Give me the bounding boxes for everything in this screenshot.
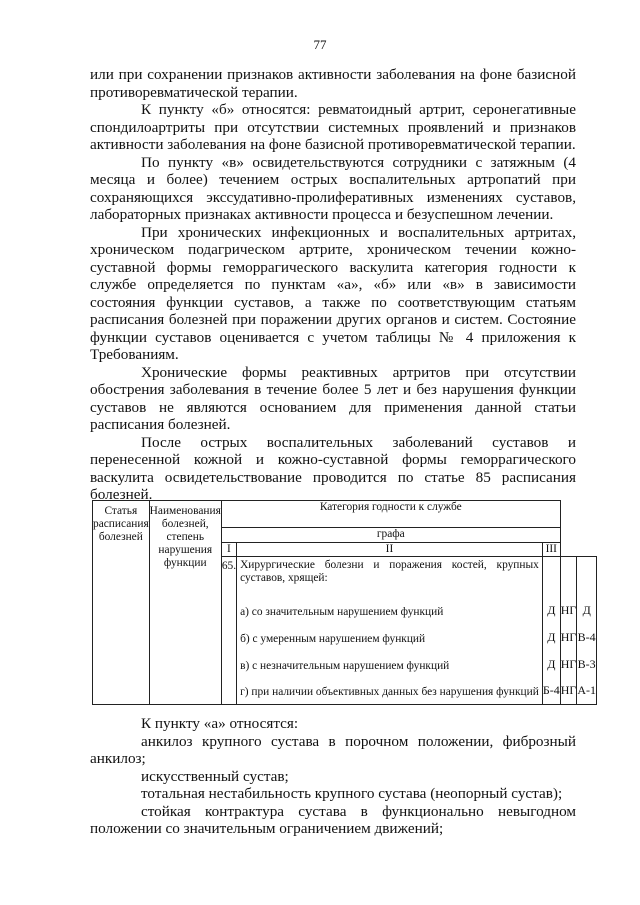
row-label-b: б) с умеренным нарушением функций: [240, 633, 426, 645]
header-article: Статья расписания болезней: [93, 501, 150, 705]
list-item-artificial-joint: искусственный сустав;: [141, 767, 289, 785]
paragraph-continuation: или при сохранении признаков активности заболевания на фоне базисной противоревматической терапии.: [90, 66, 576, 101]
header-category: Категория годности к службе: [221, 501, 560, 528]
row-label-g: г) при наличии объективных данных без нарушения функций: [240, 685, 539, 698]
disease-schedule-table: [92, 500, 597, 705]
header-col-2: II: [237, 543, 543, 557]
header-column-group: графа: [221, 528, 560, 543]
header-col-1: I: [221, 543, 236, 557]
top-text-block: [90, 66, 576, 504]
paragraph-point-a-intro: К пункту «а» относятся:: [141, 715, 299, 732]
value-v-1: Д: [547, 657, 556, 671]
value-v-2: НГ: [560, 657, 577, 671]
column-2-values: [560, 557, 577, 705]
table-header-row: [93, 501, 597, 528]
row-label-a: а) со значительным нарушением функций: [240, 606, 444, 618]
bottom-text-block: [90, 715, 576, 838]
column-3-values: [577, 557, 597, 705]
paragraph-point-b: К пункту «б» относятся: ревматоидный артрит, серонегативные спондилоартриты при отсутствии системных проявлений и признаков активности заболевания на фоне базисной противоревматической терапии.: [90, 101, 576, 153]
column-1-values: [542, 557, 560, 705]
disease-title: Хирургические болезни и поражения костей, крупных суставов, хрящей:: [240, 559, 539, 584]
page-number: 77: [313, 37, 327, 52]
value-b-3: В-4: [577, 630, 596, 644]
value-g-3: А-1: [577, 682, 597, 697]
value-g-2: НГ: [560, 682, 577, 697]
row-label-v: в) с незначительным нарушением функций: [240, 660, 450, 672]
paragraph-after-acute: После острых воспалительных заболеваний суставов и перенесенной кожной и кожно-суставной формы геморрагического васкулита освидетельствование проводится по статье 85 расписания болезней.: [90, 433, 576, 503]
header-name-line1: Наименования болезней,: [149, 505, 221, 530]
value-a-1: Д: [547, 603, 556, 617]
disease-cell: [237, 557, 543, 705]
list-item-contracture: стойкая контрактура сустава в функционально невыгодном положении со значительным ограничением движений;: [90, 802, 576, 837]
value-g-1: Б-4: [542, 682, 560, 697]
header-col-3: III: [542, 543, 560, 557]
value-a-2: НГ: [560, 603, 577, 617]
paragraph-chronic-arthritis: При хронических инфекционных и воспалительных артритах, хроническом подагрическом артрите, хроническом течении кожно-суставной формы геморрагического васкулита категория годности к службе определяется по пунктам «а», «б» или «в» в зависимости состояния функции суставов, а также по соответствующим статьям расписания болезней при поражении других органов и систем. Состояние функции суставов оценивается с учетом таблицы № 4 приложения к Требованиям.: [90, 223, 576, 363]
paragraph-reactive-arthritis: Хронические формы реактивных артритов при отсутствии обострения заболевания в течение более 5 лет и без нарушения функции суставов не являются основанием для применения данной статьи расписания болезней.: [90, 363, 576, 433]
list-item-instability: тотальная нестабильность крупного сустава (неопорный сустав);: [141, 785, 563, 802]
article-number: 65.: [221, 557, 236, 705]
header-disease-name: [149, 501, 221, 705]
header-name-line2: степень нарушения функции: [158, 531, 213, 569]
paragraph-point-v: По пункту «в» освидетельствуются сотрудники с затяжным (4 месяца и более) течением острых воспалительных артропатий при сохраняющихся экссудативно-пролиферативных изменениях суставов, лабораторных признаках активности процесса и безуспешном лечении.: [90, 153, 576, 223]
value-b-1: Д: [547, 630, 556, 644]
list-item-ankylosis: анкилоз крупного сустава в порочном положении, фиброзный анкилоз;: [90, 732, 576, 767]
value-b-2: НГ: [560, 630, 577, 644]
value-v-3: В-3: [577, 657, 596, 671]
value-a-3: Д: [582, 603, 591, 617]
